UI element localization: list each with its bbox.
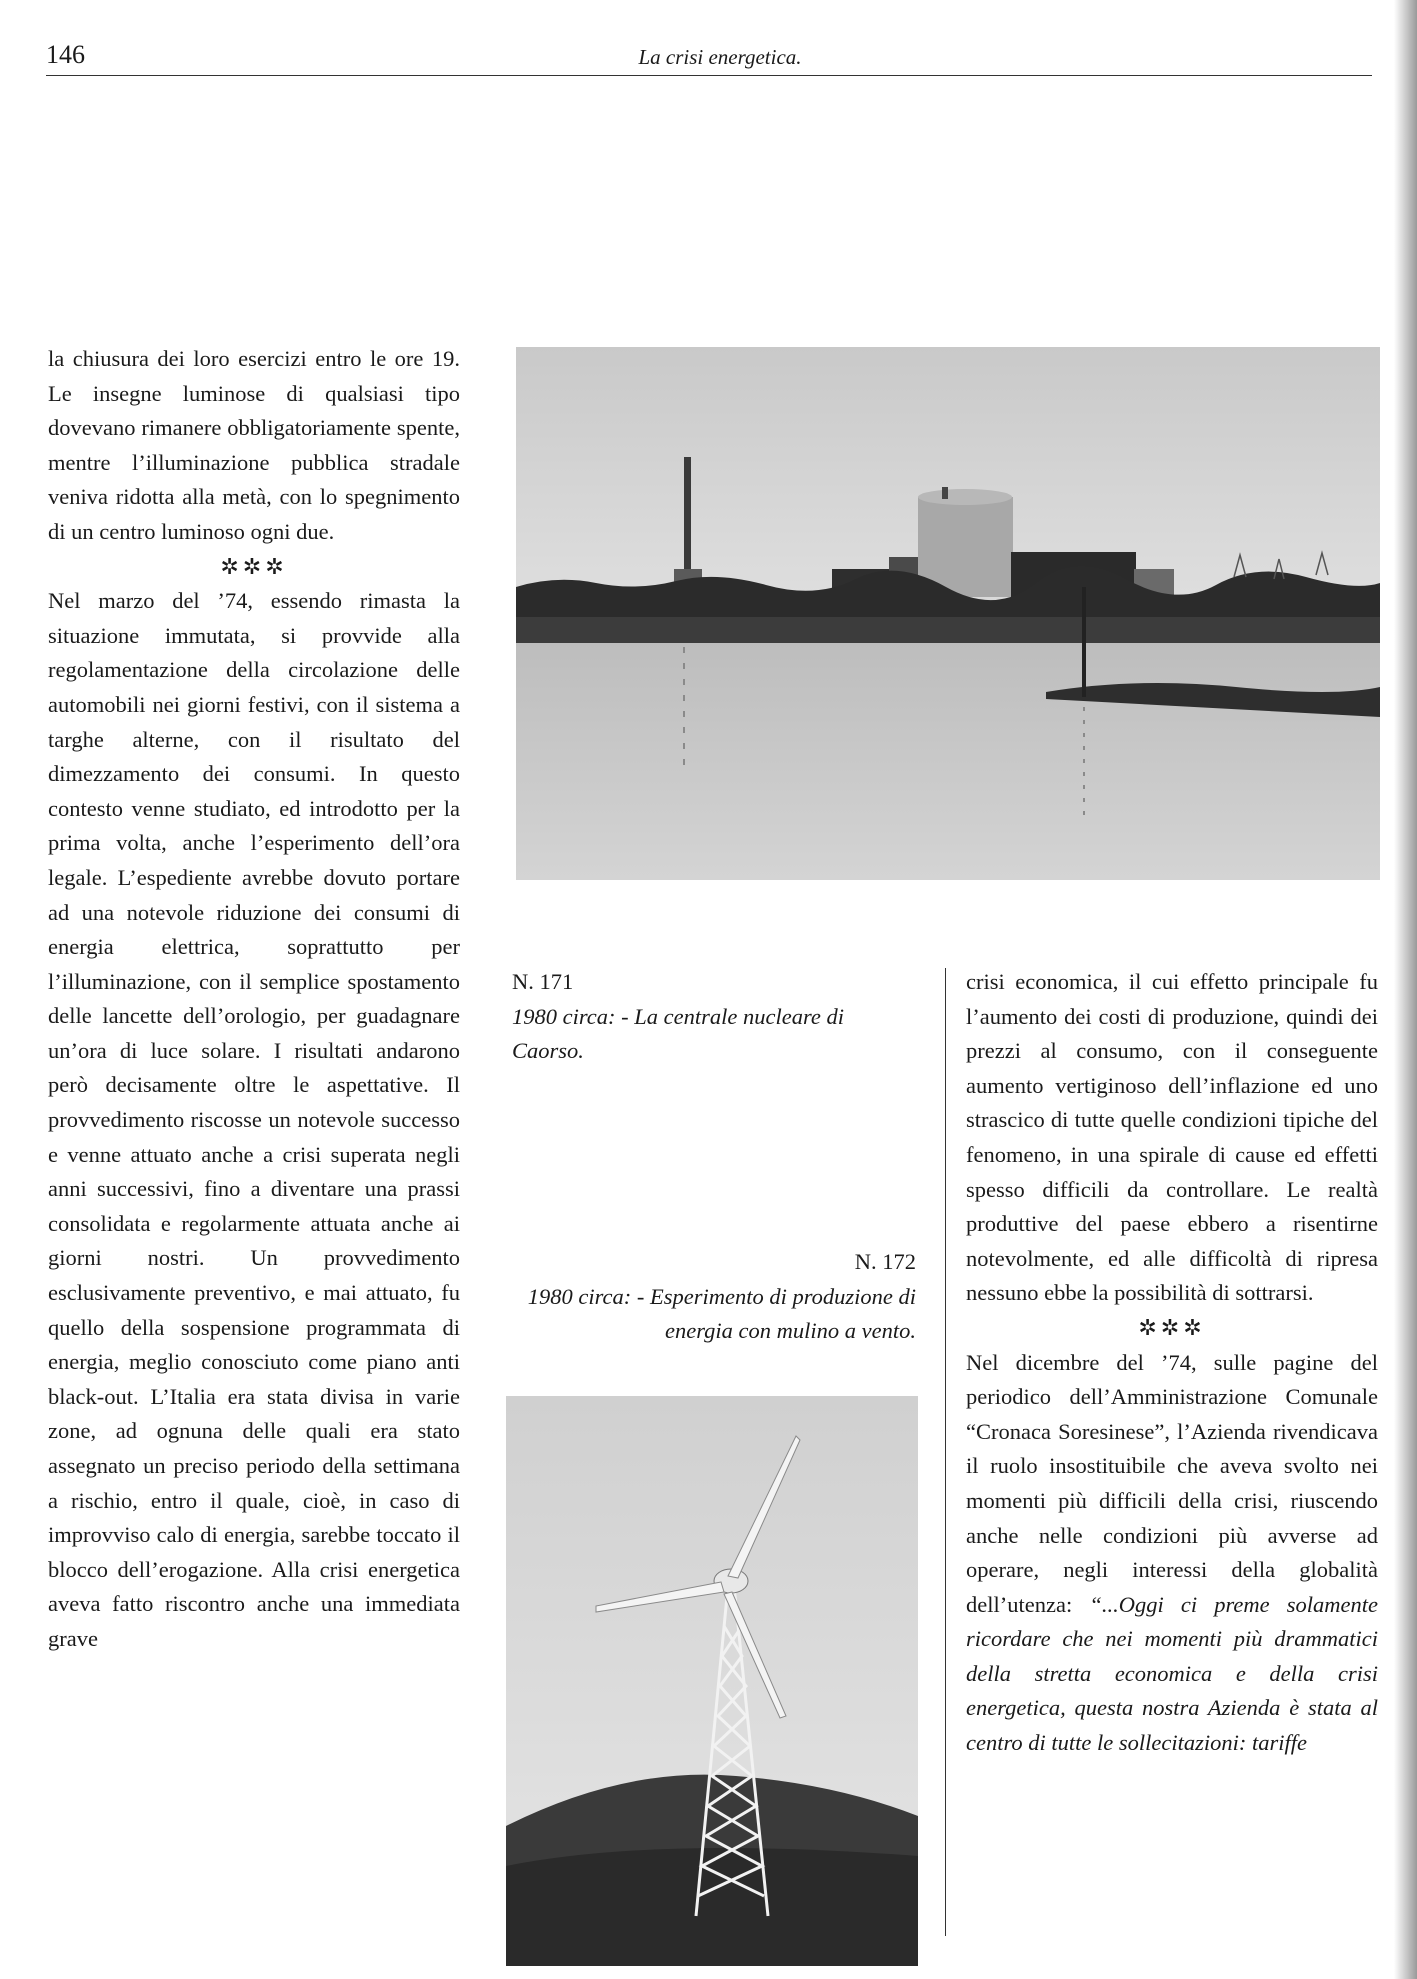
page-edge-shadow bbox=[1394, 0, 1417, 1979]
running-title: La crisi energetica. bbox=[638, 45, 802, 69]
photo-nuclear-plant bbox=[516, 347, 1380, 880]
caption-171 bbox=[512, 965, 912, 1069]
caption-171-number: N. 171 bbox=[512, 969, 574, 994]
right-paragraph-2-text: Nel dicembre del ’74, sulle pagine del periodico dell’Amministrazione Comunale “Cronaca Soresinese”, l’Azienda rivendicava il ruolo insostituibile che aveva svolto nei momenti più difficili della crisi, riuscendo anche nelle condizioni più avverse ad operare, negli interessi della globalità dell’utenza: bbox=[966, 1349, 1378, 1617]
left-paragraph-2: Nel marzo del ’74, essendo rimasta la situazione immutata, si provvide alla regolamentazione della circolazione delle automobili nei giorni festivi, con il sistema a targhe alterne, con il risultato del dimezzamento dei consumi. In questo contesto venne studiato, ed introdotto per la prima volta, anche l’esperimento dell’ora legale. L’espediente avrebbe dovuto portare ad una notevole riduzione dei consumi di energia elettrica, soprattutto per l’illuminazione, con il semplice spostamento delle lancette dell’orologio, per guadagnare un’ora di luce solare. I risultati andarono però decisamente oltre le aspettative. Il provvedimento riscosse un notevole successo e venne attuato anche a crisi superata negli anni successivi, fino a diventare una prassi consolidata e regolarmente attuata anche ai giorni nostri. Un provvedimento esclusivamente preventivo, e mai attuato, fu quello della sospensione programmata di energia, meglio conosciuto come piano anti black-out. L’Italia era stata divisa in varie zone, ad ognuna delle quali era stato assegnato un preciso periodo della settimana a rischio, entro il quale, cioè, in caso di improvviso calo di energia, sarebbe toccato il blocco dell’erogazione. Alla crisi energetica aveva fatto riscontro anche una immediata grave bbox=[48, 588, 460, 1651]
column-divider bbox=[945, 968, 946, 1936]
left-column bbox=[48, 342, 460, 1657]
nuclear-plant-image bbox=[516, 347, 1380, 880]
header-rule bbox=[46, 75, 1372, 76]
caption-172 bbox=[512, 1245, 916, 1349]
right-paragraph-2-quote: “...Oggi ci preme solamente ricordare che nei momenti più drammatici della stretta economica e della crisi energetica, questa nostra Azienda è stata al centro di tutte le sollecitazioni: tariffe bbox=[966, 1591, 1379, 1756]
caption-172-text: 1980 circa: - Esperimento di produzione di energia con mulino a vento. bbox=[527, 1283, 916, 1344]
right-paragraph-2 bbox=[966, 1346, 1378, 1761]
wind-turbine-image bbox=[506, 1396, 918, 1966]
page-number: 146 bbox=[46, 40, 85, 69]
right-paragraph-1: crisi economica, il cui effetto principale fu l’aumento dei costi di produzione, quindi dei prezzi al consumo, con il conseguente aumento vertiginoso dell’inflazione ed uno strascico di tutte quelle condizioni tipiche del fenomeno, in una spirale di cause ed effetti spesso difficili da controllare. Le realtà produttive del paese ebbero a risentirne notevolmente, ed alle difficoltà di ripresa nessuno ebbe la possibilità di sottrarsi. bbox=[966, 969, 1378, 1306]
left-paragraph-1: la chiusura dei loro esercizi entro le ore 19. Le insegne luminose di qualsiasi tipo dovevano rimanere obbligatoriamente spente, mentre l’illuminazione pubblica stradale veniva ridotta alla metà, con lo spegnimento di un centro luminoso ogni due. bbox=[48, 346, 460, 544]
caption-172-number: N. 172 bbox=[854, 1249, 916, 1274]
photo-wind-turbine bbox=[506, 1396, 918, 1966]
caption-171-text: 1980 circa: - La centrale nucleare di Caorso. bbox=[512, 1003, 844, 1064]
right-column bbox=[966, 965, 1378, 1761]
section-separator-right: ✲✲✲ bbox=[1138, 1314, 1206, 1340]
section-separator: ✲✲✲ bbox=[220, 553, 288, 579]
